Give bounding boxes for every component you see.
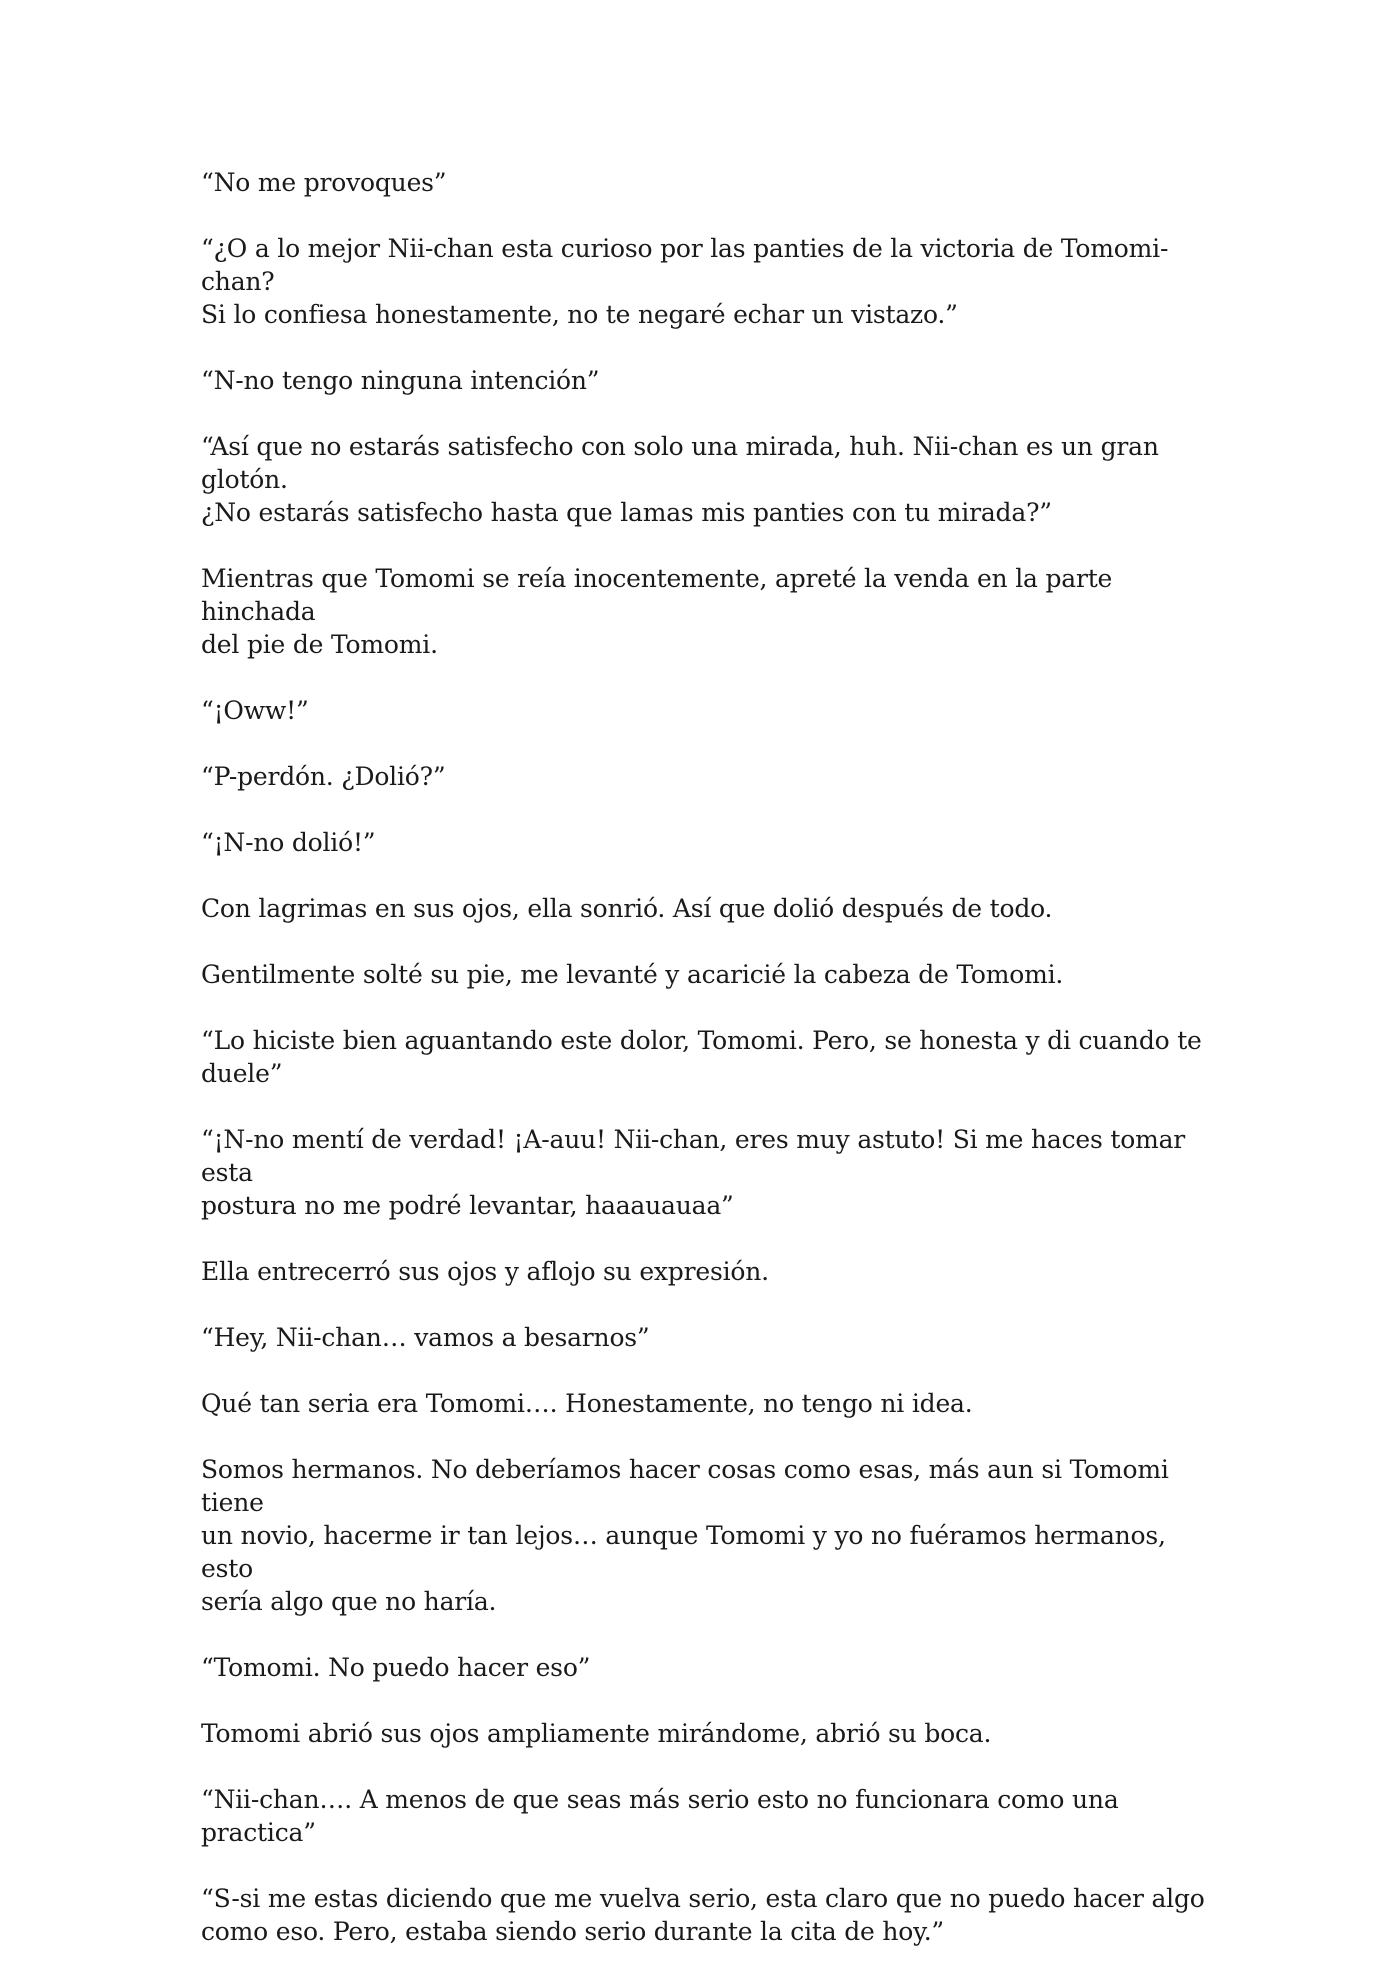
paragraph: “Así que no estarás satisfecho con solo una mirada, huh. Nii-chan es un gran glotón. ¿No estarás satisfecho hasta que lamas mis panties con tu mirada?” xyxy=(201,432,1159,527)
paragraph: Qué tan seria era Tomomi…. Honestamente, no tengo ni idea. xyxy=(201,1389,973,1418)
paragraph: Gentilmente solté su pie, me levanté y acaricié la cabeza de Tomomi. xyxy=(201,960,1064,989)
paragraph: Ella entrecerró sus ojos y aflojo su expresión. xyxy=(201,1257,769,1286)
paragraph: “Nii-chan…. A menos de que seas más serio esto no funcionara como una practica” xyxy=(201,1785,1119,1847)
paragraph: “Lo hiciste bien aguantando este dolor, Tomomi. Pero, se honesta y di cuando te duele” xyxy=(201,1026,1202,1088)
paragraph: “¡Oww!” xyxy=(201,696,309,725)
paragraph: “Hey, Nii-chan… vamos a besarnos” xyxy=(201,1323,650,1352)
paragraph: “¿O a lo mejor Nii-chan esta curioso por las panties de la victoria de Tomomi-chan? Si lo confiesa honestamente, no te negaré echar un vistazo.” xyxy=(201,234,1169,329)
paragraph: “N-no tengo ninguna intención” xyxy=(201,366,600,395)
paragraph: “Tomomi. No puedo hacer eso” xyxy=(201,1653,591,1682)
paragraph: “¡N-no dolió!” xyxy=(201,828,376,857)
paragraph: Mientras que Tomomi se reía inocentemente, apreté la venda en la parte hinchada del pie de Tomomi. xyxy=(201,564,1113,659)
paragraph: “No me provoques” xyxy=(201,168,447,197)
paragraph: Somos hermanos. No deberíamos hacer cosas como esas, más aun si Tomomi tiene un novio, hacerme ir tan lejos… aunque Tomomi y yo no fuéramos hermanos, esto sería algo que no haría. xyxy=(201,1455,1169,1616)
paragraph: “P-perdón. ¿Dolió?” xyxy=(201,762,446,791)
paragraph: “¡N-no mentí de verdad! ¡A-auu! Nii-chan, eres muy astuto! Si me haces tomar esta postura no me podré levantar, haaauauaa” xyxy=(201,1125,1186,1220)
paragraph: “S-si me estas diciendo que me vuelva serio, esta claro que no puedo hacer algo como eso. Pero, estaba siendo serio durante la cita de hoy.” xyxy=(201,1884,1205,1946)
paragraph: Tomomi abrió sus ojos ampliamente mirándome, abrió su boca. xyxy=(201,1719,992,1748)
document-body xyxy=(201,166,1211,1981)
paragraph: Con lagrimas en sus ojos, ella sonrió. Así que dolió después de todo. xyxy=(201,894,1053,923)
